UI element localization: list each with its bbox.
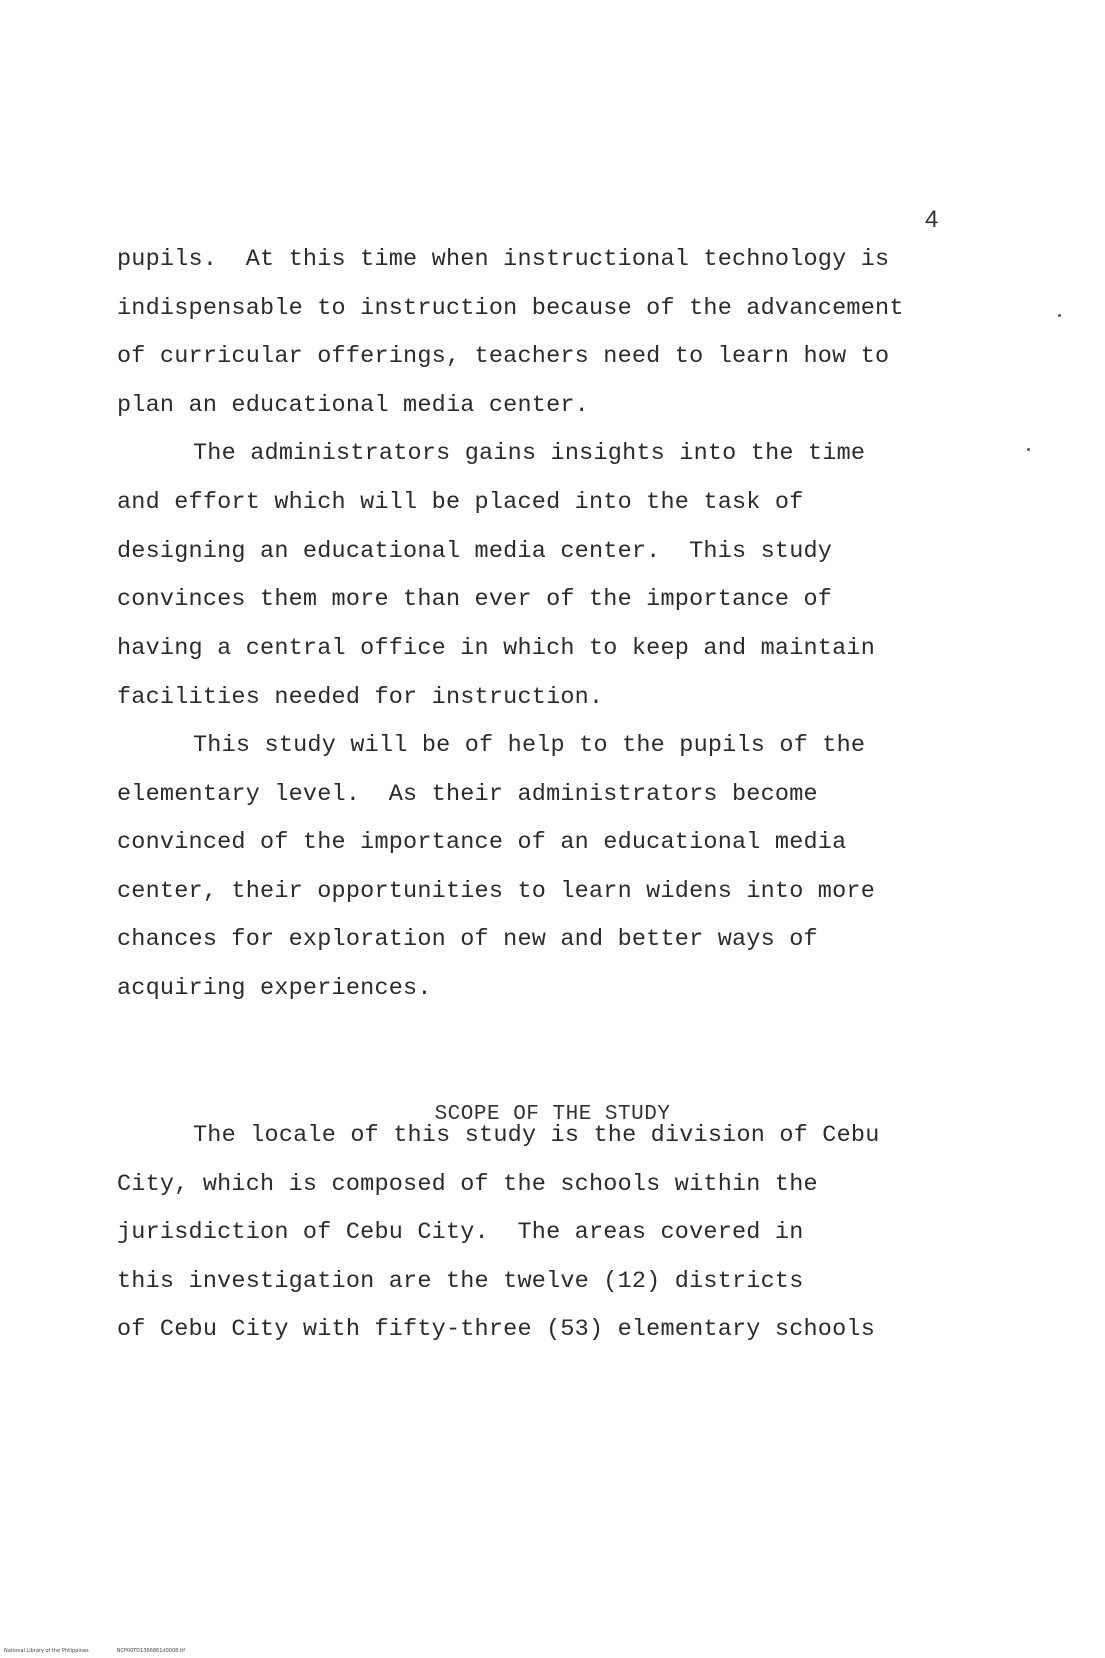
footer-library: National Library of the Philippines <box>4 1648 89 1654</box>
text-line: of curricular offerings, teachers need to learn how to <box>117 343 890 370</box>
text-line: This study will be of help to the pupils of the <box>193 732 866 759</box>
text-line: acquiring experiences. <box>117 975 432 1002</box>
text-line: indispensable to instruction because of the advancement <box>117 295 904 322</box>
scan-speck <box>1058 314 1061 317</box>
text-line: pupils. At this time when instructional technology is <box>117 246 890 273</box>
text-line: facilities needed for instruction. <box>117 684 604 711</box>
text-line: of Cebu City with fifty-three (53) elementary schools <box>117 1316 876 1343</box>
text-line: City, which is composed of the schools within the <box>117 1171 818 1198</box>
text-line: convinced of the importance of an educational media <box>117 829 847 856</box>
footer-file-id: NCP00TD1366861d0008.tif <box>116 1648 186 1654</box>
scan-footer <box>4 1648 185 1654</box>
text-line: this investigation are the twelve (12) districts <box>117 1268 804 1295</box>
text-line: chances for exploration of new and better ways of <box>117 926 818 953</box>
page-number: 4 <box>925 206 939 233</box>
scan-speck <box>1027 448 1030 451</box>
text-line: jurisdiction of Cebu City. The areas covered in <box>117 1219 804 1246</box>
text-line: designing an educational media center. This study <box>117 538 833 565</box>
text-line: The locale of this study is the division of Cebu <box>193 1122 880 1149</box>
text-line: convinces them more than ever of the importance of <box>117 586 833 613</box>
text-line: having a central office in which to keep and maintain <box>117 635 876 662</box>
text-line: center, their opportunities to learn widens into more <box>117 878 876 905</box>
section-heading: SCOPE OF THE STUDY <box>434 1103 671 1126</box>
text-line: The administrators gains insights into the time <box>193 440 866 467</box>
text-line: plan an educational media center. <box>117 392 589 419</box>
text-line: and effort which will be placed into the task of <box>117 489 804 516</box>
text-line: elementary level. As their administrators become <box>117 781 818 808</box>
